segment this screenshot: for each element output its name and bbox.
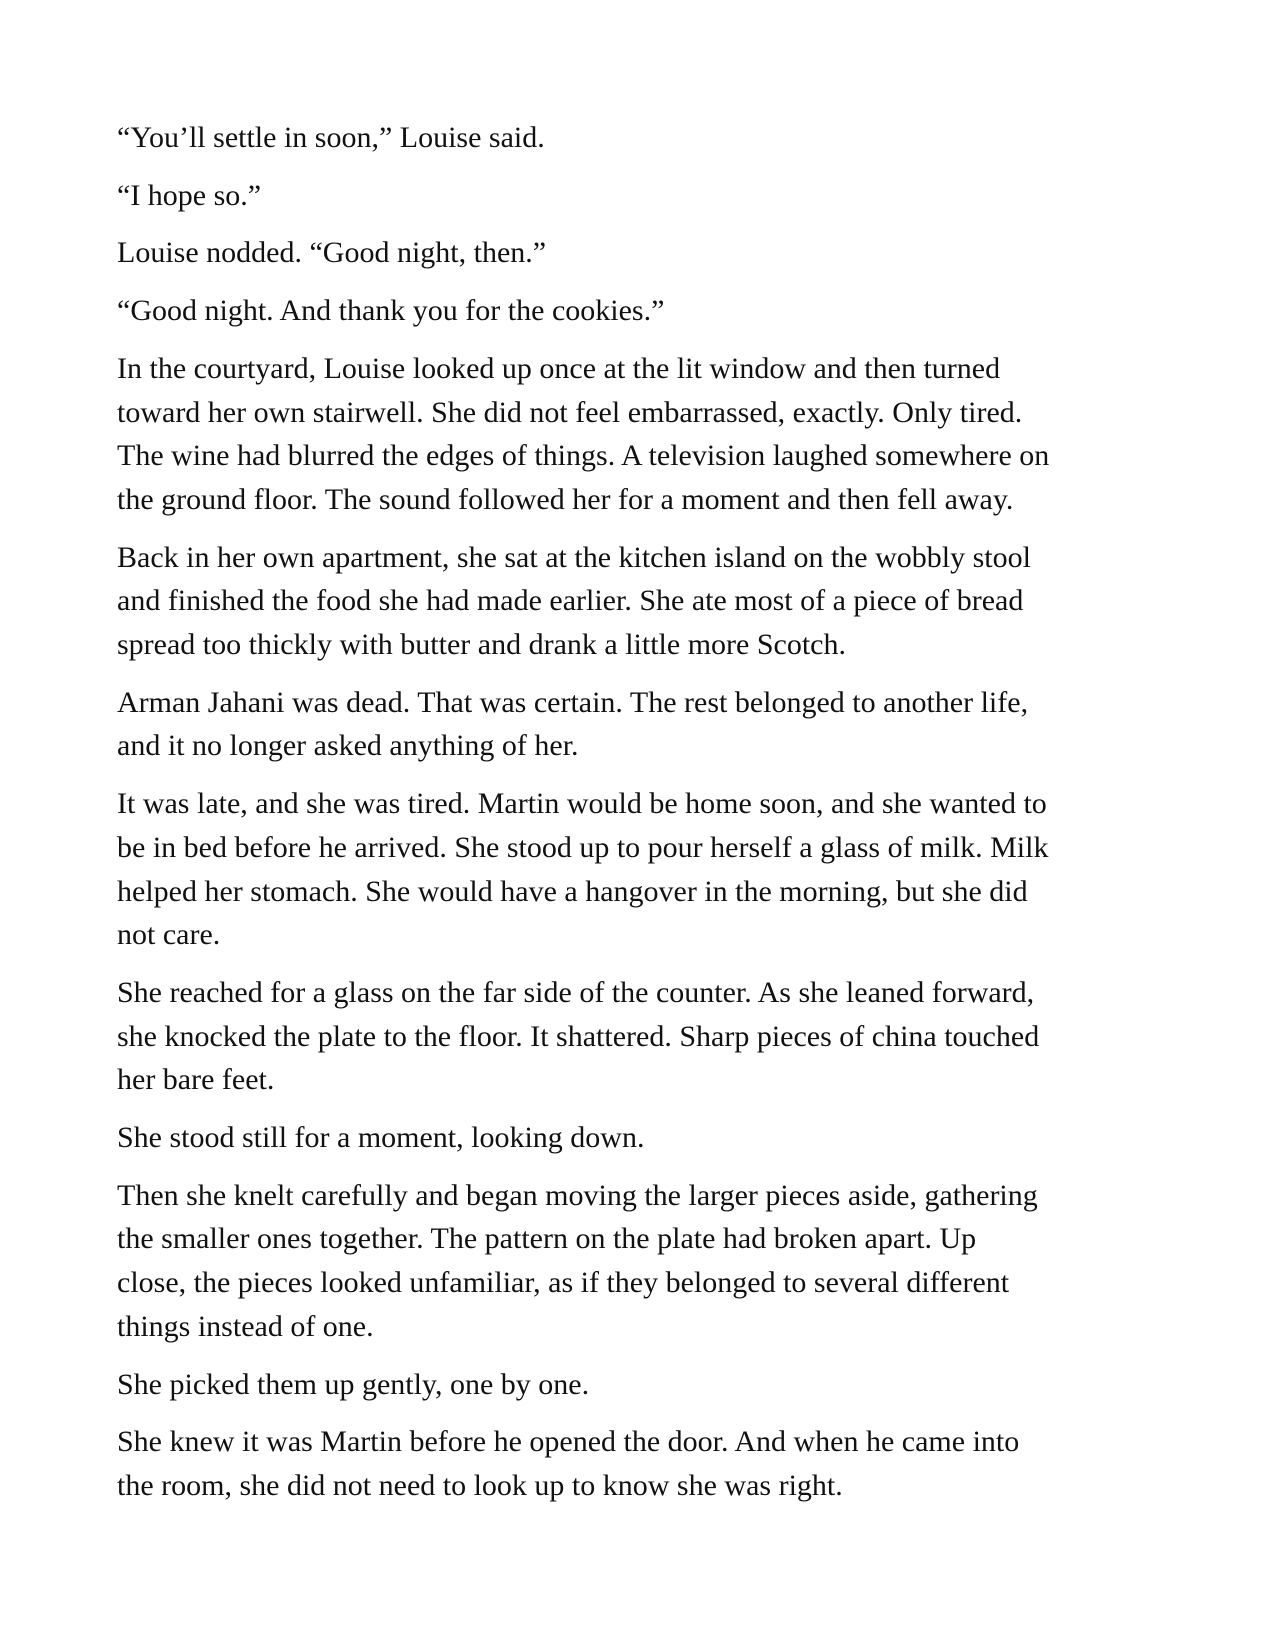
- paragraph: [117, 347, 1155, 522]
- text-line: her bare feet.: [117, 1063, 275, 1097]
- paragraph: [117, 289, 1155, 333]
- text-line: the ground floor. The sound followed her for a moment and then fell away.: [117, 482, 1014, 516]
- paragraph: [117, 681, 1155, 768]
- text-line: “I hope so.”: [117, 178, 262, 212]
- text-line: and it no longer asked anything of her.: [117, 729, 579, 763]
- text-line: “Good night. And thank you for the cookies.”: [117, 294, 665, 328]
- text-line: spread too thickly with butter and drank a little more Scotch.: [117, 628, 846, 662]
- text-line: things instead of one.: [117, 1309, 374, 1343]
- paragraph: [117, 1116, 1155, 1160]
- text-line: Then she knelt carefully and began moving the larger pieces aside, gathering: [117, 1178, 1038, 1212]
- text-line: She stood still for a moment, looking down.: [117, 1121, 645, 1155]
- text-line: and finished the food she had made earlier. She ate most of a piece of bread: [117, 584, 1024, 618]
- text-line: Back in her own apartment, she sat at the kitchen island on the wobbly stool: [117, 540, 1031, 574]
- text-line: the room, she did not need to look up to know she was right.: [117, 1468, 843, 1502]
- text-line: toward her own stairwell. She did not feel embarrassed, exactly. Only tired.: [117, 395, 1023, 429]
- text-line: The wine had blurred the edges of things. A television laughed somewhere on: [117, 439, 1050, 473]
- text-line: helped her stomach. She would have a hangover in the morning, but she did: [117, 874, 1028, 908]
- text-line: Arman Jahani was dead. That was certain. The rest belonged to another life,: [117, 685, 1029, 719]
- text-body: [117, 116, 1155, 1508]
- text-line: It was late, and she was tired. Martin would be home soon, and she wanted to: [117, 787, 1047, 821]
- paragraph: [117, 1420, 1155, 1507]
- text-line: not care.: [117, 918, 221, 952]
- paragraph: [117, 116, 1155, 160]
- paragraph: [117, 1174, 1155, 1349]
- text-line: be in bed before he arrived. She stood up to pour herself a glass of milk. Milk: [117, 830, 1049, 864]
- text-line: Louise nodded. “Good night, then.”: [117, 236, 547, 270]
- text-line: close, the pieces looked unfamiliar, as if they belonged to several different: [117, 1266, 1010, 1300]
- paragraph: [117, 231, 1155, 275]
- paragraph: [117, 971, 1155, 1102]
- text-line: She knew it was Martin before he opened the door. And when he came into: [117, 1425, 1020, 1459]
- text-line: She reached for a glass on the far side of the counter. As she leaned forward,: [117, 975, 1035, 1009]
- text-line: She picked them up gently, one by one.: [117, 1367, 590, 1401]
- paragraph: [117, 174, 1155, 218]
- paragraph: [117, 536, 1155, 667]
- text-line: the smaller ones together. The pattern on the plate had broken apart. Up: [117, 1222, 977, 1256]
- text-line: she knocked the plate to the floor. It shattered. Sharp pieces of china touched: [117, 1019, 1040, 1053]
- paragraph: [117, 782, 1155, 957]
- paragraph: [117, 1363, 1155, 1407]
- text-line: In the courtyard, Louise looked up once at the lit window and then turned: [117, 351, 1001, 385]
- text-line: “You’ll settle in soon,” Louise said.: [117, 121, 545, 154]
